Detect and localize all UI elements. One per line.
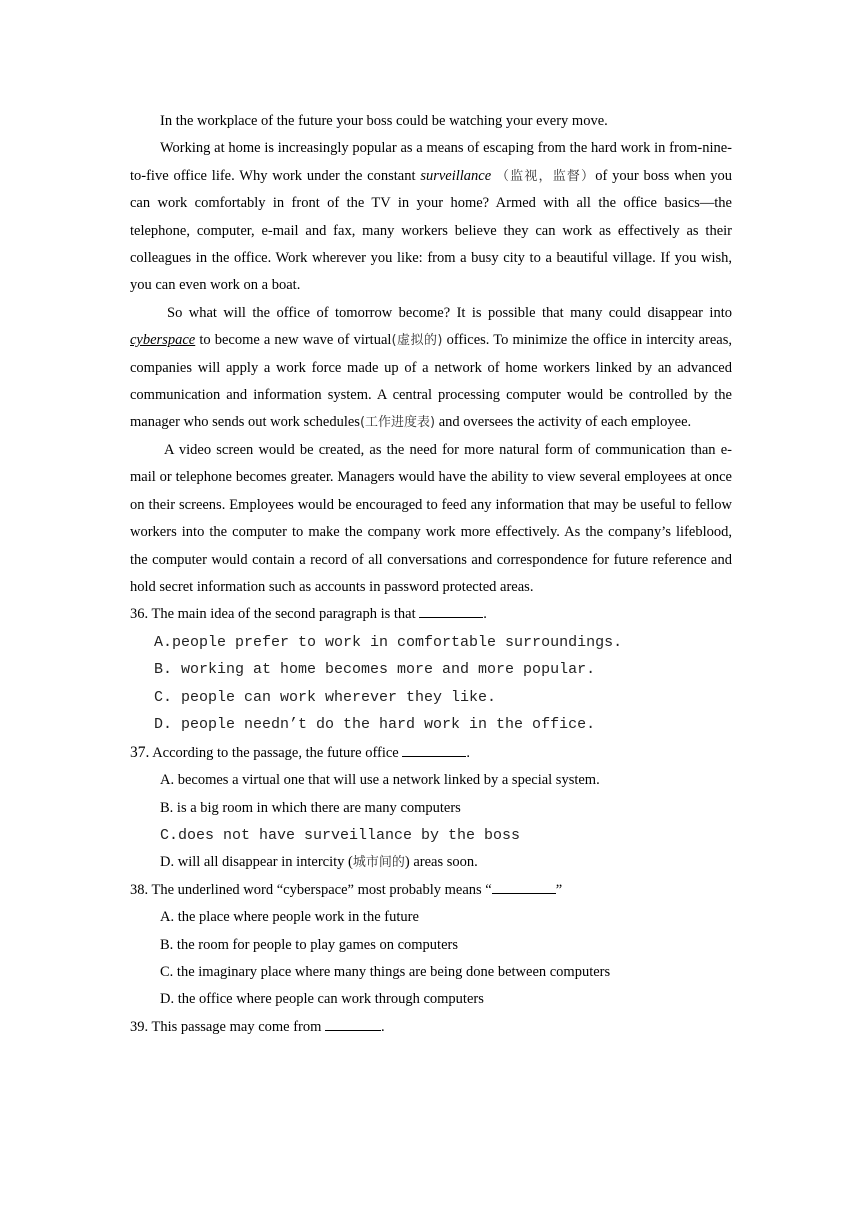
document-page [130,108,732,1041]
paragraph-1 [130,108,732,135]
question-38-stem: 38. The underlined word “cyberspace” most probably means “ ” [130,877,732,904]
question-36-option-a: A.people prefer to work in comfortable surroundings. [154,633,623,651]
paragraph-3-text-a: So what will the office of tomorrow become? It is possible that many could disappear into [167,304,732,321]
question-39 [130,1014,732,1041]
question-38-option-c: C. the imaginary place where many things are being done between computers [160,963,611,980]
paragraph-3-text-d: and oversees the activity of each employee. [435,414,692,431]
question-38-option-a: A. the place where people work in the future [160,909,419,926]
answer-blank [402,742,466,757]
question-36-stem: 36. The main idea of the second paragraph is that . [130,601,732,628]
question-37-option-b: B. is a big room in which there are many computers [160,799,461,816]
question-36-option-b: B. working at home becomes more and more popular. [154,661,596,679]
gloss-virtual: (虚拟的) [391,333,443,349]
paragraph-4 [130,437,732,601]
paragraph-2-text-a: Working at home is increasingly popular as a means of escaping from the hard work in from-nine-to-five office life. Why work under the constant [130,140,732,184]
paragraph-2 [130,135,732,299]
question-39-stem: 39. This passage may come from . [130,1014,732,1041]
paragraph-3-text-c: offices. To minimize the office in intercity areas, companies will apply a work force made up of a network of home workers linked by an advanced communication and information system. A central processing computer would be controlled by the manager who sends out work schedules [130,332,732,431]
term-cyberspace: cyberspace [130,332,196,349]
question-38 [130,877,732,1014]
question-36-option-c: C. people can work wherever they like. [154,688,497,706]
answer-blank [325,1016,381,1031]
paragraph-3 [130,300,732,437]
paragraph-1-text: In the workplace of the future your boss could be watching your every move. [160,113,608,129]
question-37-stem: 37. According to the passage, the future office . [130,743,470,761]
paragraph-2-text-b: of your boss when you can work comfortably in front of the TV in your home? Armed with all the office basics—the telephone, computer, e-mail and fax, many workers believe they can work as effectively as their colleagues in the office. Work wherever you like: from a busy city to a beautiful village. If you wish, you can even work on a boat. [130,167,733,294]
paragraph-4-text: A video screen would be created, as the need for more natural form of communication than e-mail or telephone becomes greater. Managers would have the ability to view several employees at once on their screens. Employees would be encouraged to feed any information that may be useful to fellow workers into the computer to make the company work more effectively. As the company’s lifeblood, the computer would contain a record of all conversations and correspondence for future reference and hold secret information such as accounts in password protected areas. [130,441,732,595]
answer-blank [492,879,556,894]
question-38-option-b: B. the room for people to play games on computers [160,936,458,953]
term-surveillance: surveillance [420,167,492,184]
question-37-option-a: A. becomes a virtual one that will use a network linked by a special system. [160,772,600,789]
answer-blank [419,603,483,618]
question-36-option-d: D. people needn’t do the hard work in the office. [154,716,596,734]
question-37-option-d: D. will all disappear in intercity (城市间的) areas soon. [160,854,478,871]
question-38-option-d: D. the office where people can work through computers [160,991,484,1008]
paragraph-3-text-b: to become a new wave of virtual [195,332,392,349]
question-36 [130,601,732,738]
gloss-surveillance: （监视，监督） [496,168,596,184]
gloss-work-schedules: (工作进度表) [359,415,436,431]
question-37 [130,739,732,877]
question-37-option-c: C.does not have surveillance by the boss [160,826,521,844]
